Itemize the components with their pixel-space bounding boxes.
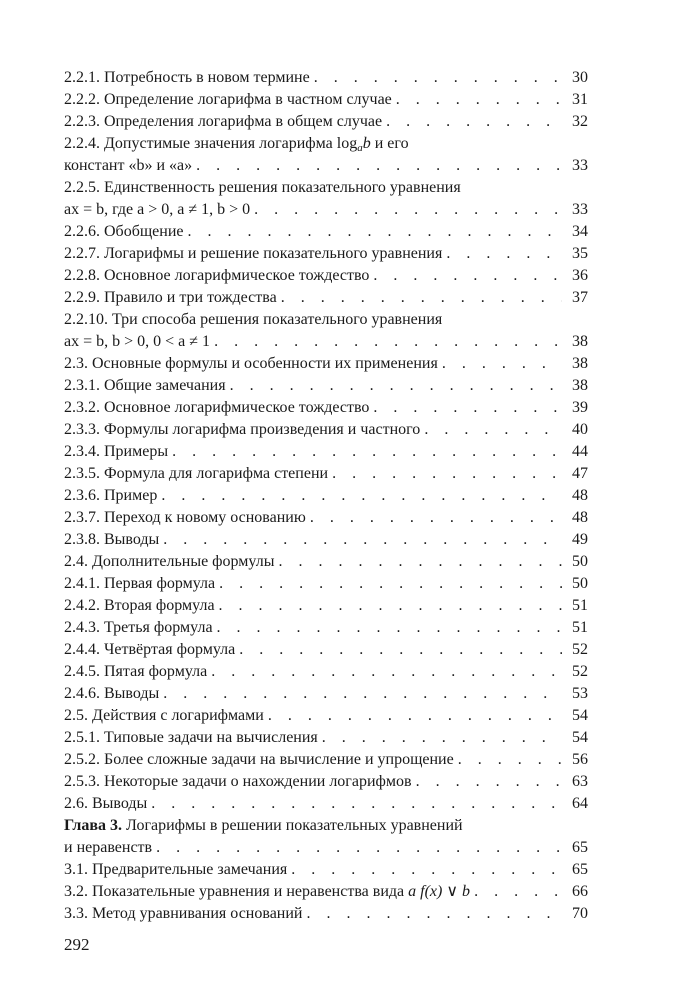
toc-entry (64, 485, 588, 507)
toc-title-line2: и неравенств (64, 839, 153, 856)
toc-title: 2.3.5. Формула для логарифма степени (64, 465, 329, 482)
table-of-contents (64, 67, 588, 925)
toc-title: 2.3. Основные формулы и особенности их применения (64, 355, 438, 372)
toc-title: 2.2.1. Потребность в новом термине (64, 69, 310, 86)
toc-page: 48 (572, 509, 588, 526)
toc-title-line1: Глава 3. Логарифмы в решении показательных уравнений (64, 817, 463, 834)
toc-entry (64, 265, 588, 287)
toc-entry (64, 639, 588, 661)
toc-formula-line: ax = b, b > 0, 0 < a ≠ 1 (64, 333, 211, 350)
toc-page: 38 (572, 333, 588, 350)
toc-page: 38 (572, 355, 588, 372)
toc-title-line1: 2.2.10. Три способа решения показательного уравнения (64, 311, 443, 328)
toc-entry (64, 859, 588, 881)
toc-entry (64, 133, 588, 177)
toc-entry (64, 67, 588, 89)
toc-entry (64, 551, 588, 573)
toc-title: 2.4.6. Выводы (64, 685, 160, 702)
toc-page: 32 (572, 113, 588, 130)
toc-entry (64, 441, 588, 463)
toc-entry (64, 903, 588, 925)
toc-entry (64, 881, 588, 903)
toc-title: 2.6. Выводы (64, 795, 148, 812)
toc-entry (64, 507, 588, 529)
toc-entry (64, 177, 588, 221)
toc-entry (64, 727, 588, 749)
toc-title: 2.3.1. Общие замечания (64, 377, 226, 394)
toc-page: 52 (572, 663, 588, 680)
toc-page: 52 (572, 641, 588, 658)
toc-page: 44 (572, 443, 588, 460)
toc-entry (64, 463, 588, 485)
toc-title: 2.5.1. Типовые задачи на вычисления (64, 729, 318, 746)
toc-title: 2.3.8. Выводы (64, 531, 160, 548)
toc-page: 51 (572, 597, 588, 614)
toc-page: 56 (572, 751, 588, 768)
toc-page: 37 (572, 289, 588, 306)
toc-entry (64, 749, 588, 771)
toc-title: 2.2.3. Определения логарифма в общем случае (64, 113, 383, 130)
toc-entry (64, 683, 588, 705)
toc-page: 54 (572, 729, 588, 746)
toc-title: 3.1. Предварительные замечания (64, 861, 288, 878)
toc-page: 64 (572, 795, 588, 812)
toc-page: 35 (572, 245, 588, 262)
toc-title: 2.2.7. Логарифмы и решение показательного уравнения (64, 245, 443, 262)
toc-page: 36 (572, 267, 588, 284)
toc-title: 2.3.4. Примеры (64, 443, 169, 460)
toc-entry (64, 243, 588, 265)
toc-page: 39 (572, 399, 588, 416)
toc-title: 2.3.6. Пример (64, 487, 158, 504)
toc-page: 40 (572, 421, 588, 438)
toc-page: 30 (572, 69, 588, 86)
toc-page: 53 (572, 685, 588, 702)
toc-page: 38 (572, 377, 588, 394)
toc-entry (64, 89, 588, 111)
chapter-label: Глава 3. (64, 817, 122, 834)
toc-title: 3.2. Показательные уравнения и неравенства вида a f(x) ∨ b (64, 883, 471, 900)
toc-page: 65 (572, 861, 588, 878)
toc-title-line1: 2.2.4. Допустимые значения логарифма $\log_ab$ и его (64, 135, 409, 154)
toc-title: 3.3. Метод уравнивания оснований (64, 905, 303, 922)
toc-page: 50 (572, 553, 588, 570)
toc-entry (64, 287, 588, 309)
toc-page: 54 (572, 707, 588, 724)
toc-title: 2.4.4. Четвёртая формула (64, 641, 236, 658)
toc-page: 66 (572, 883, 588, 900)
toc-title: 2.5.3. Некоторые задачи о нахождении логарифмов (64, 773, 412, 790)
toc-entry (64, 793, 588, 815)
toc-title: 2.3.3. Формулы логарифма произведения и частного (64, 421, 421, 438)
toc-title: 2.2.6. Обобщение (64, 223, 184, 240)
toc-page: 31 (572, 91, 588, 108)
toc-title-line2: констант «b» и «a» (64, 157, 193, 174)
toc-entry (64, 529, 588, 551)
toc-entry (64, 221, 588, 243)
toc-page: 34 (572, 223, 588, 240)
toc-page: 65 (572, 839, 588, 856)
toc-title-line1: 2.2.5. Единственность решения показательного уравнения (64, 179, 461, 196)
toc-title: 2.3.2. Основное логарифмическое тождество (64, 399, 370, 416)
toc-page: 48 (572, 487, 588, 504)
toc-entry (64, 617, 588, 639)
toc-page: 63 (572, 773, 588, 790)
toc-entry (64, 595, 588, 617)
toc-entry (64, 353, 588, 375)
toc-entry (64, 573, 588, 595)
toc-page: 33 (572, 201, 588, 218)
toc-entry-chapter (64, 815, 588, 859)
toc-page: 47 (572, 465, 588, 482)
toc-title: 2.5. Действия с логарифмами (64, 707, 264, 724)
toc-title: 2.3.7. Переход к новому основанию (64, 509, 306, 526)
toc-page: 33 (572, 157, 588, 174)
toc-entry (64, 375, 588, 397)
toc-entry (64, 111, 588, 133)
toc-page: 49 (572, 531, 588, 548)
toc-page: 50 (572, 575, 588, 592)
toc-page: 70 (572, 905, 588, 922)
toc-entry (64, 419, 588, 441)
toc-title: 2.5.2. Более сложные задачи на вычисление и упрощение (64, 751, 454, 768)
toc-entry (64, 661, 588, 683)
toc-title: 2.4.5. Пятая формула (64, 663, 208, 680)
toc-entry (64, 397, 588, 419)
toc-formula-line: ax = b, где a > 0, a ≠ 1, b > 0 (64, 201, 251, 218)
page-number: 292 (64, 935, 90, 954)
toc-title: 2.2.2. Определение логарифма в частном случае (64, 91, 392, 108)
toc-entry (64, 771, 588, 793)
toc-title: 2.4.1. Первая формула (64, 575, 216, 592)
toc-entry (64, 705, 588, 727)
toc-title: 2.2.8. Основное логарифмическое тождество (64, 267, 370, 284)
toc-formula: a f(x) ∨ b (408, 883, 471, 900)
toc-entry (64, 309, 588, 353)
toc-title: 2.2.9. Правило и три тождества (64, 289, 277, 306)
toc-title: 2.4.2. Вторая формула (64, 597, 215, 614)
toc-title: 2.4.3. Третья формула (64, 619, 213, 636)
toc-title: 2.4. Дополнительные формулы (64, 553, 275, 570)
toc-page: 51 (572, 619, 588, 636)
